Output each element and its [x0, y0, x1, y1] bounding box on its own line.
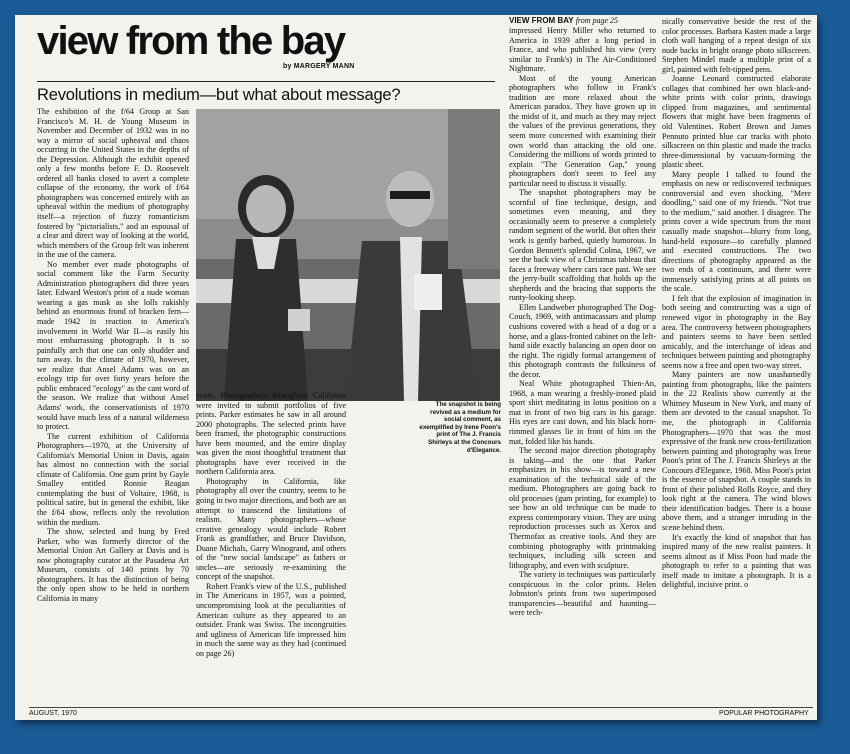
paragraph: Robert Frank's view of the U.S., published in The Americans in 1957, was a pointed, uncompromising look at the peculiarities of American culture as they appeared to an outsider. Frank was Swiss. The incongruities and ugliness of American life impressed him in much the same way as they had (continued on page 26) — [196, 581, 346, 658]
paragraph: I felt that the explosion of imagination in both seeing and constructing was a sign of renewed vigor in photography in the Bay area. The controversy between photographers and painters seems to have been settled amicably, and the interchange of ideas and techniques between painting and photography seems now a free and open two-way street. — [662, 293, 811, 370]
text-column-1 — [37, 107, 189, 705]
paragraph: The exhibition of the f/64 Group at San Francisco's M. H. de Young Museum in November and December of 1932 was in no way a mirror of social upheaval and chaos occurring in the United States in the depths of the Depression. Although the exhibit opened only a few months before F. D. Roosevelt ordered all banks closed to avert a complete collapse of the economy, the work of f/64 photographers was concerned entirely with an upheaval within the medium of photography itself—a rejection of fuzzy romanticism fostered by "pictorialists," and an espousal of a clear and direct way of looking at the world, which members of the Group felt was inherent in the use of the camera. — [37, 107, 189, 260]
photo-caption: The snapshot is being revived as a medium for social comment, as exemplified by Irene Poon's print of The J. Francis Shirleys at the Concours d'Elegance. — [419, 401, 501, 454]
paragraph-text: It's exactly the kind of snapshot that has inspired many of the new realist painters. It seems almost as if Miss Poon had made the photograph to refer to a painting that was itself made to imitate a photograph. It is a delightful, incisive print. — [662, 532, 811, 590]
paragraph: The snapshot photographers may be scornful of fine technique, design, and sometimes even meaning, and they occasionally seem to preserve a completely random segment of the world. But often their work is gently barbed, quietly humorous. In Gordon Bennett's splendid Colma, 1967, we see the back view of a Christmas tableau that faces a freeway where cars race past. We see the jerry-built scaffolding that holds up the shepherds and the bracing that supports the runty-looking sheep. — [509, 188, 656, 303]
text-column-2 — [196, 391, 346, 705]
paragraph: Joanne Leonard constructed elaborate collages that combined her own black-and-white prints with color prints, drawings clipped from magazines, and sentimental flowers that might have been fragments of old Valentines. Robert Brown and James Pennuto printed blue car tracks with photo silkscreen on thin plastic and made the tracks three-dimensional by vacuum-forming the plastic sheet. — [662, 74, 811, 170]
paragraph: Photography in California, like photography all over the country, seems to be going in two major directions, and both are an attempt to transcend the limitations of realism. Many photographers—whose creative genealogy would include Robert Frank as grandfather, and Bruce Davidson, Duane Michals, Garry Winogrand, and others of the "new social landscape" as fathers or uncles—are seriously re-examining the concept of the snapshot. — [196, 476, 346, 582]
paragraph — [662, 533, 811, 590]
footer-date: AUGUST, 1970 — [29, 710, 77, 717]
paragraph: Ellen Landweber photographed The Dog-Couch, 1969, with antimacassars and plump cushions covered with a head of a dog or a horse, and a glass-fronted cabinet on the left-hand side exactly balancing an open door on the right. The rigidly formal arrangement of this photograph contrasts the folksiness of the decor. — [509, 302, 656, 379]
paragraph: Many painters are now unashamedly painting from photographs, like the painters in the 22 Realists show currently at the Whitney Museum in New York, and many of them are devoted to the casual snapshot. To me, the photograph in California Photographers—1970 that was the most expressive of the frank new cross-fertilization between painting and photography was Irene Poon's print of The J. Francis Shirleys at the Concours d'Elegance, 1968. Miss Poon's print is the essence of snapshot. A couple stands in front of their polished Rolls Royce, and they look right at the camera. The wind blows their identification badges. There is a house above them, and a stranger intruding in the scene behind them. — [662, 370, 811, 532]
paragraph: Many people I talked to found the emphasis on new or rediscovered techniques controversial and even shocking. "Mere doodling," said one of my friends. "Not true to the medium," said another. I disagree. The prints cover a wide spectrum from the most casually made snapshot—blurry from long, hand-held exposure—to carefully planned and executed constructions. The two directions of photography appeared as the two ends of a continuum, and there were immensely satisfying prints at all points on the scale. — [662, 169, 811, 294]
footer-magazine: POPULAR PHOTOGRAPHY — [719, 710, 809, 717]
magazine-page — [15, 15, 817, 720]
continued-header — [509, 16, 618, 25]
paragraph: The second major direction photography is taking—and the one that Parker emphasizes in his show—is toward a new examination of the technical side of the medium. Photographers are going back to old processes (gum printing, for example) to see how an old technique can be made to express contemporary vision. They are using reproduction processes such as Xerox and Thermofax as creative tools. And they are combining photography with printmaking techniques, including silk screen and lithography, and even with sculpture. — [509, 446, 656, 570]
end-mark: o — [744, 580, 749, 590]
couple-photo-illustration — [196, 109, 500, 401]
paragraph: No member ever made photographs of social comment like the Farm Security Administration photographers did three years later. Edward Weston's print of a nude woman wearing a gas mask as she lolls rakishly behind an enormous frond of bracken fern—made 1942 in reaction to America's involvement in World War II—is easily his most embarrassing photograph. It is so painfully arch that one can only shudder and turn away. In the climate of 1970, however, we realize that Ansel Adams was on an ecology trip for over forty years before the public embraced "ecology" as the cant word of the season. We realize that without Ansel Adams' work, the conservationists of 1970 would have much less of a natural wilderness to protect. — [37, 259, 189, 432]
article-headline: Revolutions in medium—but what about message? — [37, 86, 401, 104]
paragraph: years. Photographers throughout California were invited to submit portfolios of five prints. Parker estimates he saw in all around 2000 photographs. The selected prints have been framed, the photographic constructions have been mounted, and the entire display was given the most thoughtful treatment that photographs have ever received in the northern California area. — [196, 391, 346, 477]
paragraph: nically conservative beside the rest of the color processes. Barbara Kasten made a large cloth wall hanging of a repeat design of six nude backs in bright orange photo silkscreen. Stephen Mindel made a multiple print of a girl, painted with felt-tipped pens. — [662, 17, 811, 74]
continued-from: from page 25 — [575, 16, 619, 25]
masthead-rule — [37, 81, 495, 82]
paragraph: The variety in techniques was particularly conspicuous in the color prints. Helen Johnston's prints from two superimposed transparencies—beautiful and haunting—were tech- — [509, 570, 656, 618]
paragraph: impressed Henry Miller who returned to America in 1939 after a long period in France, and who published his view (very similar to Frank's) in The Air-Conditioned Nightmare. — [509, 26, 656, 74]
paragraph: The show, selected and hung by Fred Parker, who was formerly director of the Memorial Union Art Gallery at Davis and is now photography curator at the Pasadena Art Museum, consists of 140 prints by 70 photographers. It has the distinction of being the only open show to be held in northern California in many — [37, 527, 189, 603]
masthead-title: view from the bay — [37, 19, 345, 63]
footer-rule — [29, 707, 813, 708]
paragraph: The current exhibition of California Photographers—1970, at the University of California's Memorial Union in Davis, again has almost no connection with the social climate of California. One gum print by Gayle Smalley entitled Ronnie Reagan contemplating the bust of Voltaire, 1968, is political satire, but in general the exhibit, like the f/64 show, reflects only the revolution within the medium. — [37, 431, 189, 527]
paragraph: Most of the young American photographers who follow in Frank's tradition are more relaxed about the American paradox. They have grown up in the midst of it, and much as they may reject the values of the previous generations, they seem more concerned with examining their own world than attacking the old one. Considering the millions of words printed to explain "The Generation Gap," young photographers don't seem to feel any particular need to discuss it visually. — [509, 73, 656, 188]
continued-title: VIEW FROM BAY — [509, 16, 574, 25]
photo-couple — [196, 109, 500, 401]
paragraph: Neal White photographed Thien-An, 1968, a man wearing a freshly-ironed plaid sport shirt meditating in lotus position on a mat in front of two big cars in his garage. His eyes are cast down, and his black horn-rimmed glasses lie in front of him on the mat, folded like his hands. — [509, 379, 656, 446]
byline: by MARGERY MANN — [283, 63, 355, 70]
text-column-3 — [509, 26, 656, 706]
text-column-4 — [662, 17, 811, 705]
